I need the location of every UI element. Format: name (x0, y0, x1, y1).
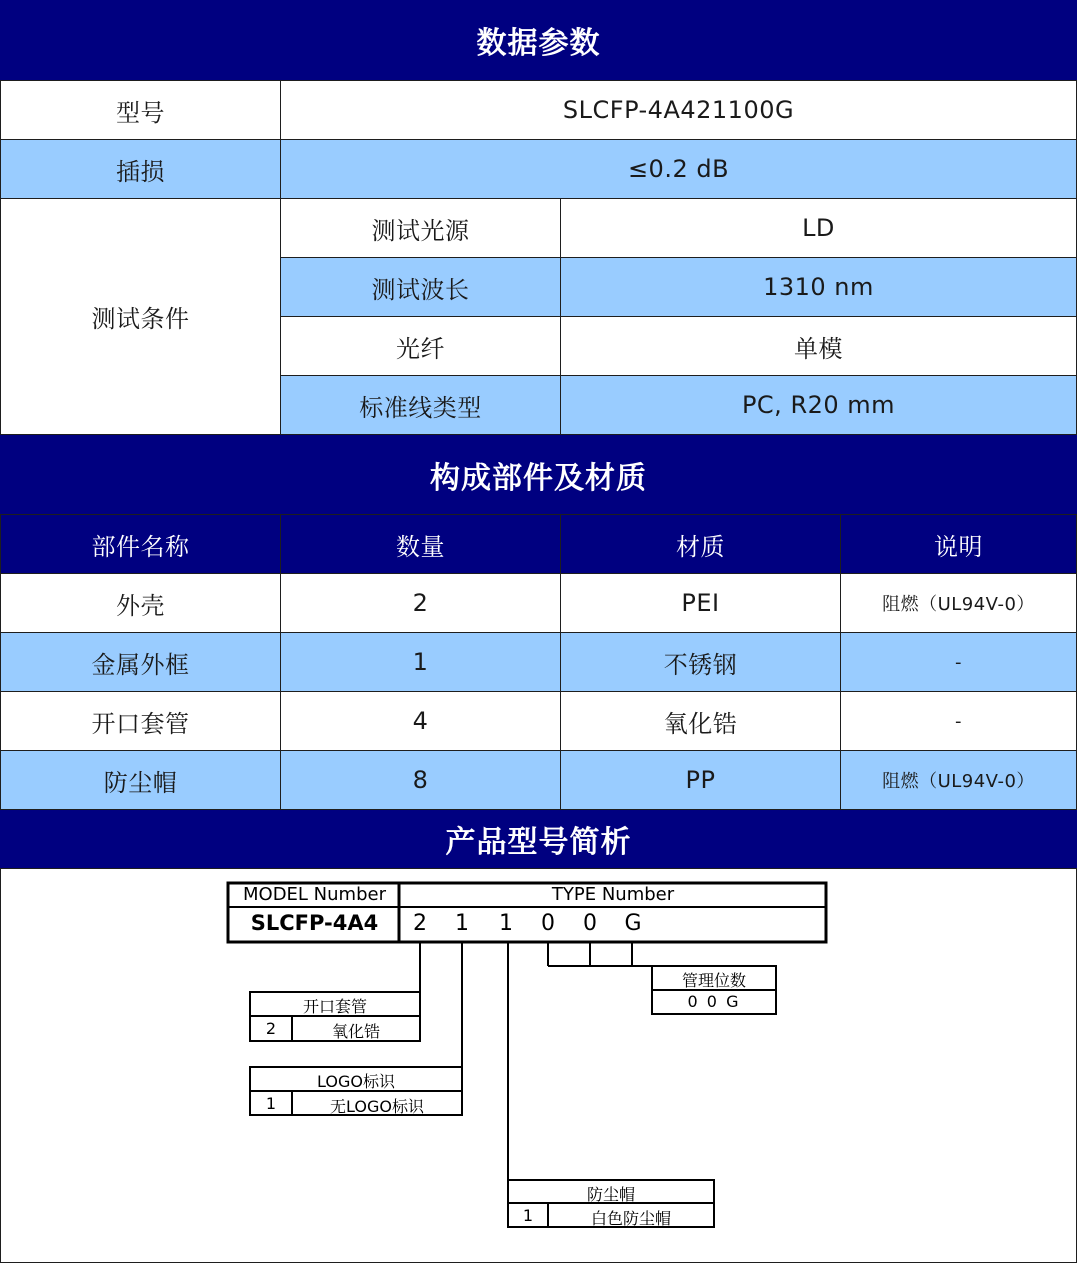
table-row-qty: 8 (281, 751, 561, 810)
col-header-note: 说明 (841, 515, 1077, 574)
section-title-model-analysis: 产品型号简析 (0, 810, 1077, 869)
test-source-value: LD (561, 199, 1077, 258)
table-row-material: PP (561, 751, 841, 810)
logo-box-desc: 无LOGO标识 (330, 1097, 424, 1116)
sleeve-box-desc: 氧化锆 (331, 1022, 380, 1041)
sleeve-box-title: 开口套管 (302, 997, 367, 1016)
model-number-header: MODEL Number (243, 884, 386, 905)
test-conditions-label: 测试条件 (0, 199, 281, 435)
cap-box-title: 防尘帽 (586, 1185, 635, 1204)
table-row-material: PEI (561, 574, 841, 633)
cap-box-desc: 白色防尘帽 (590, 1209, 671, 1228)
table-row-material: 不锈钢 (561, 633, 841, 692)
insertion-loss-value: ≤0.2 dB (281, 140, 1077, 199)
cable-type-label: 标准线类型 (281, 376, 561, 435)
table-row-qty: 2 (281, 574, 561, 633)
table-row-note: - (841, 633, 1077, 692)
model-number-value: SLCFP-4A4 (250, 911, 379, 935)
test-source-label: 测试光源 (281, 199, 561, 258)
model-value: SLCFP-4A421100G (281, 81, 1077, 140)
table-row-name: 外壳 (0, 574, 281, 633)
type-digit: 0 (583, 911, 597, 936)
table-row-qty: 4 (281, 692, 561, 751)
logo-box-code: 1 (265, 1094, 277, 1113)
table-row-qty: 1 (281, 633, 561, 692)
section-title-data-params: 数据参数 (0, 0, 1077, 81)
insertion-loss-label: 插损 (0, 140, 281, 199)
type-digit: G (624, 911, 642, 936)
mgmt-box-title: 管理位数 (681, 971, 746, 990)
table-row-note: 阻燃（UL94V-0） (841, 574, 1077, 633)
table-row-name: 开口套管 (0, 692, 281, 751)
cable-type-value: PC, R20 mm (561, 376, 1077, 435)
model-label: 型号 (0, 81, 281, 140)
fiber-value: 单模 (561, 317, 1077, 376)
cap-box-code: 1 (522, 1206, 534, 1225)
type-digit: 2 (413, 911, 427, 936)
col-header-quantity: 数量 (281, 515, 561, 574)
type-digit: 1 (499, 911, 513, 936)
mgmt-box-value: 0 0 G (687, 992, 741, 1011)
test-wavelength-value: 1310 nm (561, 258, 1077, 317)
test-wavelength-label: 测试波长 (281, 258, 561, 317)
table-row-name: 防尘帽 (0, 751, 281, 810)
type-digit: 0 (541, 911, 555, 936)
table-row-name: 金属外框 (0, 633, 281, 692)
fiber-label: 光纤 (281, 317, 561, 376)
sleeve-box-code: 2 (265, 1019, 277, 1038)
type-digit: 1 (455, 911, 469, 936)
logo-box-title: LOGO标识 (317, 1072, 395, 1091)
table-row-note: 阻燃（UL94V-0） (841, 751, 1077, 810)
table-row-material: 氧化锆 (561, 692, 841, 751)
section-title-components: 构成部件及材质 (0, 435, 1077, 515)
table-row-note: - (841, 692, 1077, 751)
col-header-part-name: 部件名称 (0, 515, 281, 574)
type-number-header: TYPE Number (551, 884, 675, 905)
col-header-material: 材质 (561, 515, 841, 574)
